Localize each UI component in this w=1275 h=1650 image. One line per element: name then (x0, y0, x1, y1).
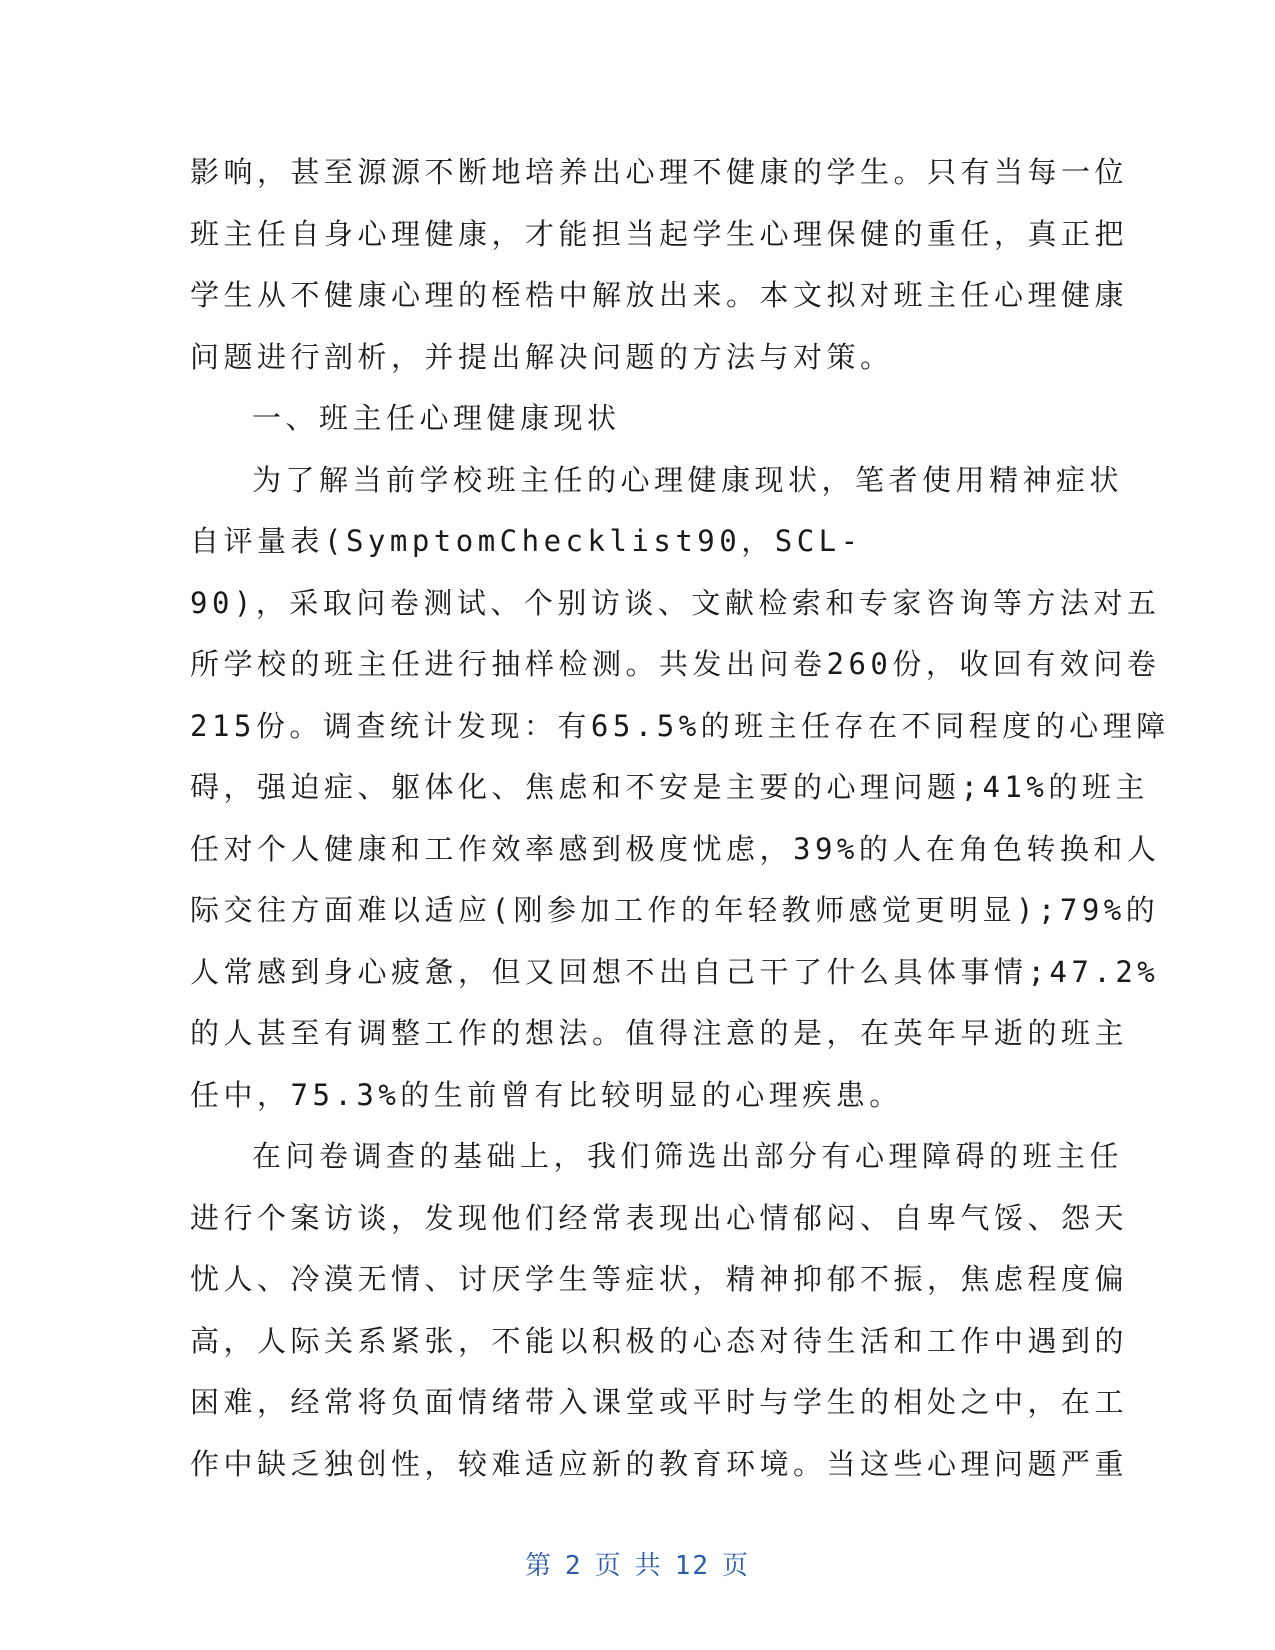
text-line: 影响，甚至源源不断地培养出心理不健康的学生。只有当每一位 (190, 155, 1129, 189)
text-line: 问题进行剖析，并提出解决问题的方法与对策。 (190, 339, 894, 374)
text-line: 困难，经常将负面情绪带入课堂或平时与学生的相处之中，在工 (190, 1385, 1129, 1419)
footer-page-word: 页 (594, 1551, 623, 1581)
text-line: 215份。调查统计发现：有65.5%的班主任存在不同程度的心理障 (190, 708, 1170, 743)
text-line: 90)，采取问卷测试、个别访谈、文献检索和专家咨询等方法对五 (190, 585, 1161, 620)
text-line: 任对个人健康和工作效率感到极度忧虑，39%的人在角色转换和人 (190, 831, 1161, 866)
footer-total-word: 共 (634, 1551, 663, 1581)
text-line: 自评量表(SymptomChecklist90，SCL- (190, 524, 863, 558)
text-line: 的人甚至有调整工作的想法。值得注意的是，在英年早逝的班主 (190, 1016, 1129, 1050)
total-pages-number: 12 (674, 1551, 710, 1581)
text-line: 班主任自身心理健康，才能担当起学生心理保健的重任，真正把 (190, 216, 1129, 251)
text-line: 人常感到身心疲惫，但又回想不出自己干了什么具体事情;47.2% (190, 954, 1160, 989)
text-line: 际交往方面难以适应(刚参加工作的年轻教师感觉更明显);79%的 (190, 893, 1160, 927)
text-line: 进行个案访谈，发现他们经常表现出心情郁闷、自卑气馁、怨天 (190, 1200, 1129, 1235)
footer-prefix: 第 (524, 1551, 553, 1581)
text-line: 任中，75.3%的生前曾有比较明显的心理疾患。 (190, 1077, 903, 1112)
section-heading: 一、班主任心理健康现状 (252, 401, 621, 435)
body-text (190, 142, 1170, 1495)
text-line: 学生从不健康心理的桎梏中解放出来。本文拟对班主任心理健康 (190, 278, 1129, 312)
text-line: 在问卷调查的基础上，我们筛选出部分有心理障碍的班主任 (252, 1139, 1124, 1173)
current-page-number: 2 (565, 1551, 583, 1581)
text-line: 为了解当前学校班主任的心理健康现状，笔者使用精神症状 (252, 462, 1124, 497)
text-line: 所学校的班主任进行抽样检测。共发出问卷260份，收回有效问卷 (190, 647, 1161, 681)
text-line: 作中缺乏独创性，较难适应新的教育环境。当这些心理问题严重 (190, 1446, 1129, 1481)
footer-suffix: 页 (722, 1551, 751, 1581)
page-footer (0, 1545, 1275, 1582)
text-line: 碍，强迫症、躯体化、焦虑和不安是主要的心理问题;41%的班主 (190, 770, 1149, 804)
text-line: 高，人际关系紧张，不能以积极的心态对待生活和工作中遇到的 (190, 1323, 1129, 1358)
text-line: 忧人、冷漠无情、讨厌学生等症状，精神抑郁不振，焦虑程度偏 (190, 1262, 1129, 1296)
